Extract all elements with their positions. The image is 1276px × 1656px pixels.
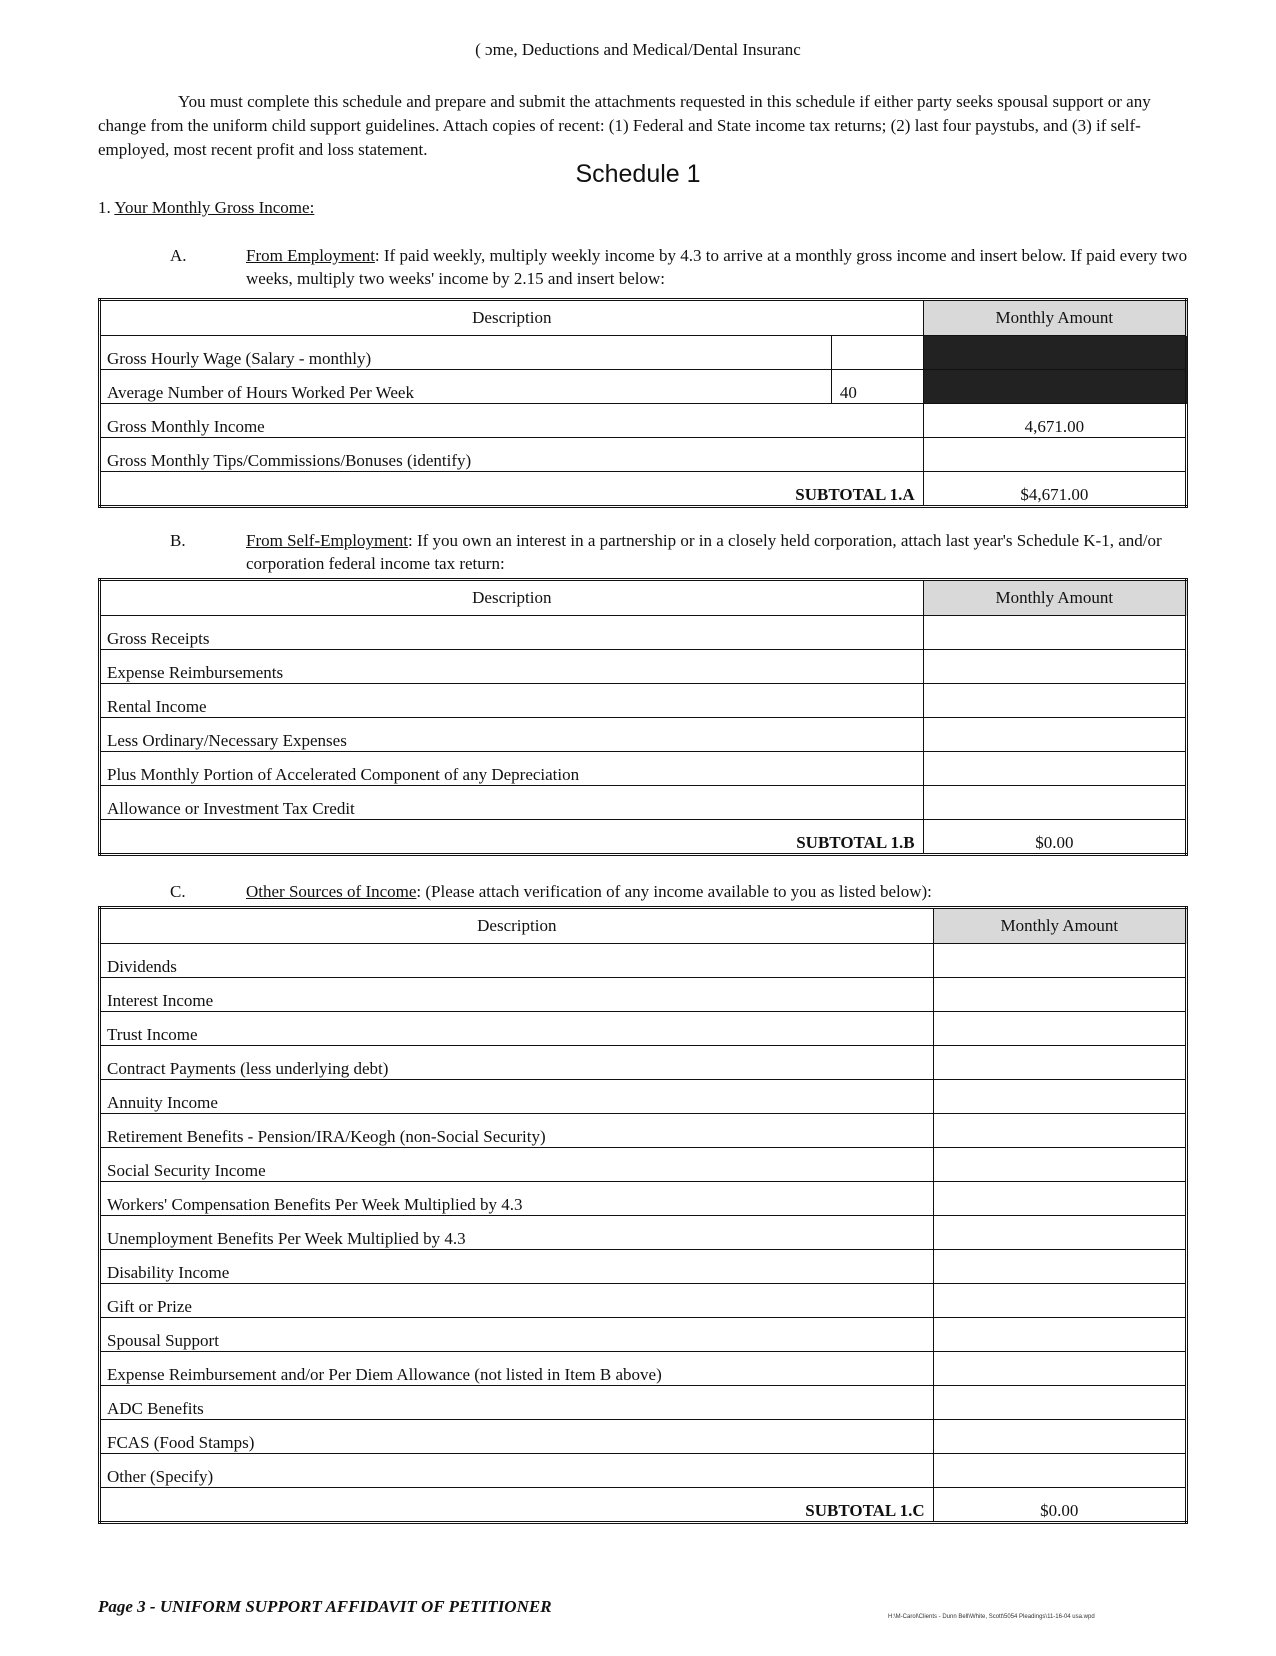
table-row — [100, 1386, 1187, 1420]
monthly-amount-field[interactable] — [923, 752, 1186, 786]
monthly-amount-field[interactable]: 4,671.00 — [923, 404, 1186, 438]
shaded-cell — [923, 336, 1186, 370]
table-row — [100, 752, 1187, 786]
section-b-text: : If you own an interest in a partnership or in a closely held corporation, attach last year's Schedule K-1, and/or corporation federal income tax return: — [246, 531, 1162, 573]
table-row — [100, 1114, 1187, 1148]
table-row — [100, 1284, 1187, 1318]
column-header-description: Description — [100, 580, 924, 616]
table-row — [100, 1182, 1187, 1216]
shaded-cell — [923, 370, 1186, 404]
table-row — [100, 1216, 1187, 1250]
table-row — [100, 650, 1187, 684]
row-description: Average Number of Hours Worked Per Week — [100, 370, 832, 404]
monthly-amount-field[interactable] — [923, 786, 1186, 820]
row-description: Plus Monthly Portion of Accelerated Component of any Depreciation — [100, 752, 924, 786]
section-c-heading — [98, 880, 1190, 903]
row-description: Trust Income — [100, 1012, 934, 1046]
column-header-description: Description — [100, 300, 924, 336]
table-row — [100, 944, 1187, 978]
table-row — [100, 616, 1187, 650]
column-header-monthly-amount: Monthly Amount — [923, 580, 1186, 616]
intro-paragraph: You must complete this schedule and prepare and submit the attachments requested in this schedule if either party seeks spousal support or any change from the uniform child support guidelines. Attach copies of recent: (1) Federal and State income tax returns; (2) last four paystubs, and (3) if self-employed, most recent profit and loss statement. — [98, 92, 1151, 159]
monthly-amount-field[interactable] — [933, 1046, 1186, 1080]
subtotal-label: SUBTOTAL 1.C — [100, 1488, 934, 1523]
row-description: Workers' Compensation Benefits Per Week Multiplied by 4.3 — [100, 1182, 934, 1216]
subtotal-value[interactable]: $0.00 — [923, 820, 1186, 855]
table-row — [100, 1148, 1187, 1182]
section-a-label: From Employment — [246, 246, 375, 265]
section-c-letter: C. — [170, 882, 186, 901]
row-description: Less Ordinary/Necessary Expenses — [100, 718, 924, 752]
monthly-amount-field[interactable] — [933, 1216, 1186, 1250]
table-row — [100, 370, 1187, 404]
page-footer-title: Page 3 - UNIFORM SUPPORT AFFIDAVIT OF PETITIONER — [98, 1597, 552, 1616]
monthly-amount-field[interactable] — [933, 1012, 1186, 1046]
monthly-amount-field[interactable] — [923, 718, 1186, 752]
table-row — [100, 978, 1187, 1012]
monthly-amount-field[interactable] — [933, 1182, 1186, 1216]
row-description: Disability Income — [100, 1250, 934, 1284]
monthly-amount-field[interactable] — [923, 650, 1186, 684]
section-b-letter: B. — [170, 531, 186, 550]
row-description: Annuity Income — [100, 1080, 934, 1114]
subtotal-value[interactable]: $4,671.00 — [923, 472, 1186, 507]
row-value-field[interactable] — [831, 336, 923, 370]
section-c-table — [98, 906, 1188, 1524]
monthly-amount-field[interactable] — [933, 944, 1186, 978]
monthly-amount-field[interactable] — [933, 1454, 1186, 1488]
monthly-amount-field[interactable] — [933, 1148, 1186, 1182]
monthly-amount-field[interactable] — [933, 978, 1186, 1012]
table-row — [100, 1318, 1187, 1352]
row-description: Gross Hourly Wage (Salary - monthly) — [100, 336, 832, 370]
row-description: Rental Income — [100, 684, 924, 718]
monthly-amount-field[interactable] — [923, 438, 1186, 472]
subtotal-row — [100, 1488, 1187, 1523]
page-header: ( ɔme, Deductions and Medical/Dental Insuranc — [475, 40, 801, 59]
monthly-amount-field[interactable] — [923, 616, 1186, 650]
row-description: Expense Reimbursement and/or Per Diem Allowance (not listed in Item B above) — [100, 1352, 934, 1386]
row-description: Gross Monthly Income — [100, 404, 924, 438]
table-row — [100, 718, 1187, 752]
row-description: Expense Reimbursements — [100, 650, 924, 684]
section-b-heading — [98, 529, 1190, 575]
table-row — [100, 438, 1187, 472]
section-b-table — [98, 578, 1188, 856]
row-description: Retirement Benefits - Pension/IRA/Keogh (non-Social Security) — [100, 1114, 934, 1148]
monthly-amount-field[interactable] — [933, 1080, 1186, 1114]
subtotal-row — [100, 472, 1187, 507]
column-header-monthly-amount: Monthly Amount — [923, 300, 1186, 336]
section-c-text: : (Please attach verification of any income available to you as listed below): — [416, 882, 932, 901]
section-c-label: Other Sources of Income — [246, 882, 417, 901]
row-description: Spousal Support — [100, 1318, 934, 1352]
subtotal-label: SUBTOTAL 1.B — [100, 820, 924, 855]
row-description: Interest Income — [100, 978, 934, 1012]
section-a-text: : If paid weekly, multiply weekly income by 4.3 to arrive at a monthly gross income and insert below. If paid every two weeks, multiply two weeks' income by 2.15 and insert below: — [246, 246, 1188, 288]
monthly-amount-field[interactable] — [933, 1386, 1186, 1420]
row-description: Social Security Income — [100, 1148, 934, 1182]
column-header-description: Description — [100, 908, 934, 944]
row-description: Dividends — [100, 944, 934, 978]
file-path-footer: H:\M-Carol\Clients - Dunn Bell\White, Scott\5054 Pleadings\11-16-04 usa.wpd — [888, 1614, 1095, 1620]
column-header-monthly-amount: Monthly Amount — [933, 908, 1186, 944]
table-row — [100, 1454, 1187, 1488]
section-b-label: From Self-Employment — [246, 531, 408, 550]
table-row — [100, 1250, 1187, 1284]
row-value-field[interactable]: 40 — [831, 370, 923, 404]
row-description: Gross Receipts — [100, 616, 924, 650]
table-row — [100, 1012, 1187, 1046]
row-description: Gross Monthly Tips/Commissions/Bonuses (identify) — [100, 438, 924, 472]
section-1-heading — [98, 198, 314, 218]
row-description: Gift or Prize — [100, 1284, 934, 1318]
section-a-letter: A. — [170, 246, 187, 265]
section-1-label: Your Monthly Gross Income: — [114, 198, 315, 217]
table-row — [100, 1352, 1187, 1386]
monthly-amount-field[interactable] — [933, 1318, 1186, 1352]
row-description: FCAS (Food Stamps) — [100, 1420, 934, 1454]
row-description: ADC Benefits — [100, 1386, 934, 1420]
section-1-number: 1. — [98, 198, 111, 217]
schedule-title: Schedule 1 — [575, 160, 701, 188]
monthly-amount-field[interactable] — [933, 1114, 1186, 1148]
table-row — [100, 336, 1187, 370]
row-description: Allowance or Investment Tax Credit — [100, 786, 924, 820]
subtotal-label: SUBTOTAL 1.A — [100, 472, 924, 507]
monthly-amount-field[interactable] — [933, 1250, 1186, 1284]
monthly-amount-field[interactable] — [933, 1352, 1186, 1386]
row-description: Contract Payments (less underlying debt) — [100, 1046, 934, 1080]
table-row — [100, 684, 1187, 718]
table-row — [100, 786, 1187, 820]
table-row — [100, 404, 1187, 438]
monthly-amount-field[interactable] — [933, 1420, 1186, 1454]
monthly-amount-field[interactable] — [933, 1284, 1186, 1318]
subtotal-row — [100, 820, 1187, 855]
section-a-heading — [98, 244, 1190, 290]
table-row — [100, 1080, 1187, 1114]
row-description: Other (Specify) — [100, 1454, 934, 1488]
table-row — [100, 1420, 1187, 1454]
section-a-table — [98, 298, 1188, 508]
monthly-amount-field[interactable] — [923, 684, 1186, 718]
table-row — [100, 1046, 1187, 1080]
subtotal-value[interactable]: $0.00 — [933, 1488, 1186, 1523]
row-description: Unemployment Benefits Per Week Multiplied by 4.3 — [100, 1216, 934, 1250]
